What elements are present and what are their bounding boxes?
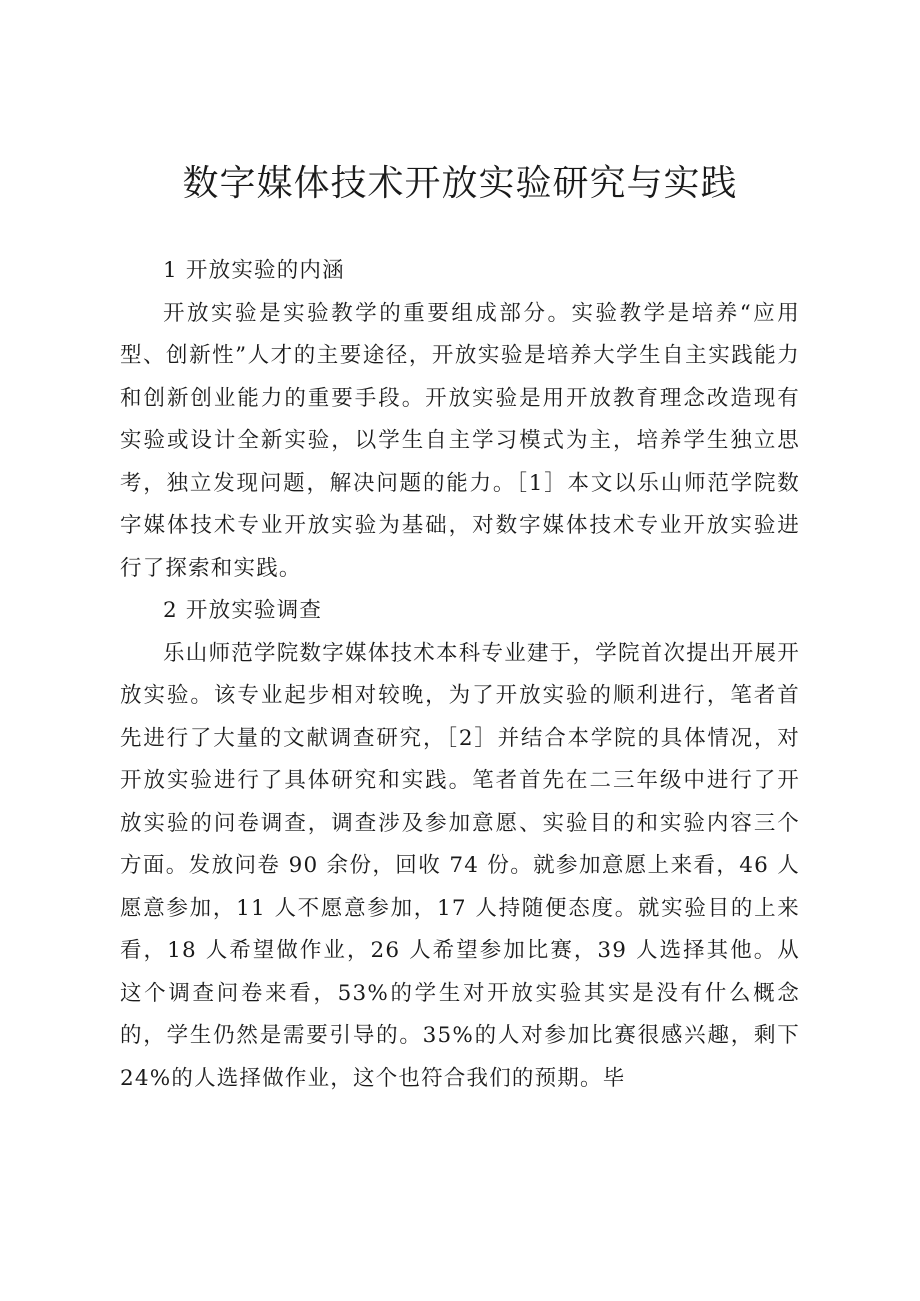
document-title: 数字媒体技术开放实验研究与实践	[182, 163, 738, 204]
document-body	[120, 250, 800, 1100]
section-heading-1: 1 开放实验的内涵	[163, 258, 345, 283]
section-heading-2: 2 开放实验调查	[163, 598, 323, 623]
section-paragraph-1: 开放实验是实验教学的重要组成部分。实验教学是培养“应用型、创新性”人才的主要途径，开放实验是培养大学生自主实践能力和创新创业能力的重要手段。开放实验是用开放教育理念改造现有实验或设计全新实验，以学生自主学习模式为主，培养学生独立思考，独立发现问题，解决问题的能力。［1］本文以乐山师范学院数字媒体技术专业开放实验为基础，对数字媒体技术专业开放实验进行了探索和实践。	[120, 300, 800, 581]
section-paragraph-2: 乐山师范学院数字媒体技术本科专业建于，学院首次提出开展开放实验。该专业起步相对较晚，为了开放实验的顺利进行，笔者首先进行了大量的文献调查研究，［2］并结合本学院的具体情况，对开放实验进行了具体研究和实践。笔者首先在二三年级中进行了开放实验的问卷调查，调查涉及参加意愿、实验目的和实验内容三个方面。发放问卷 90 余份，回收 74 份。就参加意愿上来看，46 人愿意参加，11 人不愿意参加，17 人持随便态度。就实验目的上来看，18 人希望做作业，26 人希望参加比赛，39 人选择其他。从这个调查问卷来看，53%的学生对开放实验其实是没有什么概念的，学生仍然是需要引导的。35%的人对参加比赛很感兴趣，剩下 24%的人选择做作业，这个也符合我们的预期。毕	[120, 640, 800, 1091]
